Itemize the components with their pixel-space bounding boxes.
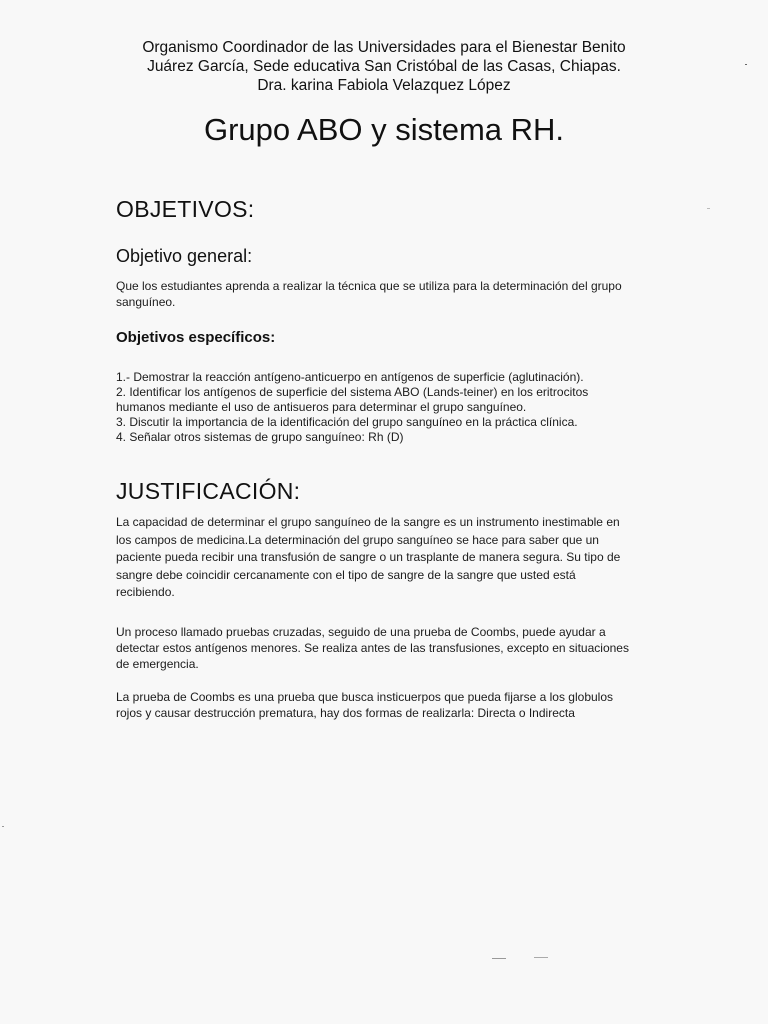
institution-header — [0, 38, 768, 95]
scan-speck — [745, 64, 747, 65]
scan-speck — [2, 826, 4, 827]
objetivo-general-heading: Objetivo general: — [116, 246, 253, 266]
list-item: 4. Señalar otros sistemas de grupo sanguíneo: Rh (D) — [116, 430, 404, 444]
scan-speck — [534, 957, 548, 958]
justificacion-paragraph-3: La prueba de Coombs es una prueba que busca insticuerpos que pueda fijarse a los globulos rojos y causar destrucción prematura, hay dos formas de realizarla: Directa o Indirecta — [116, 690, 614, 720]
list-item: 3. Discutir la importancia de la identificación del grupo sanguíneo en la práctica clínica. — [116, 415, 578, 429]
scan-speck — [707, 208, 710, 209]
objetivos-especificos-list — [116, 370, 636, 445]
header-line-1: Organismo Coordinador de las Universidades para el Bienestar Benito — [142, 39, 626, 56]
list-item: 1.- Demostrar la reacción antígeno-anticuerpo en antígenos de superficie (aglutinación). — [116, 370, 584, 384]
objetivos-heading: OBJETIVOS: — [116, 196, 255, 222]
document-title: Grupo ABO y sistema RH. — [203, 112, 565, 147]
header-line-3: Dra. karina Fabiola Velazquez López — [257, 77, 511, 94]
header-line-2: Juárez García, Sede educativa San Cristóbal de las Casas, Chiapas. — [147, 58, 621, 75]
justificacion-paragraph-1: La capacidad de determinar el grupo sanguíneo de la sangre es un instrumento inestimable en los campos de medicina.La determinación del grupo sanguíneo se hace para saber que un paciente pueda recibir una transfusión de sangre o un trasplante de manera segura. Su tipo de sangre debe coincidir cercanamente con el tipo de sangre de la sangre que usted está recibiendo. — [116, 515, 621, 599]
objetivos-especificos-heading: Objetivos específicos: — [116, 329, 276, 346]
list-item: 2. Identificar los antígenos de superficie del sistema ABO (Lands-teiner) en los eritrocitos humanos mediante el uso de antisueros para determinar el grupo sanguíneo. — [116, 385, 589, 414]
justificacion-heading: JUSTIFICACIÓN: — [116, 478, 301, 504]
justificacion-paragraph-2: Un proceso llamado pruebas cruzadas, seguido de una prueba de Coombs, puede ayudar a detectar estos antígenos menores. Se realiza antes de las transfusiones, excepto en situaciones de emergencia. — [116, 625, 629, 671]
scan-speck — [492, 958, 506, 959]
objetivo-general-text: Que los estudiantes aprenda a realizar la técnica que se utiliza para la determinación del grupo sanguíneo. — [116, 279, 622, 309]
